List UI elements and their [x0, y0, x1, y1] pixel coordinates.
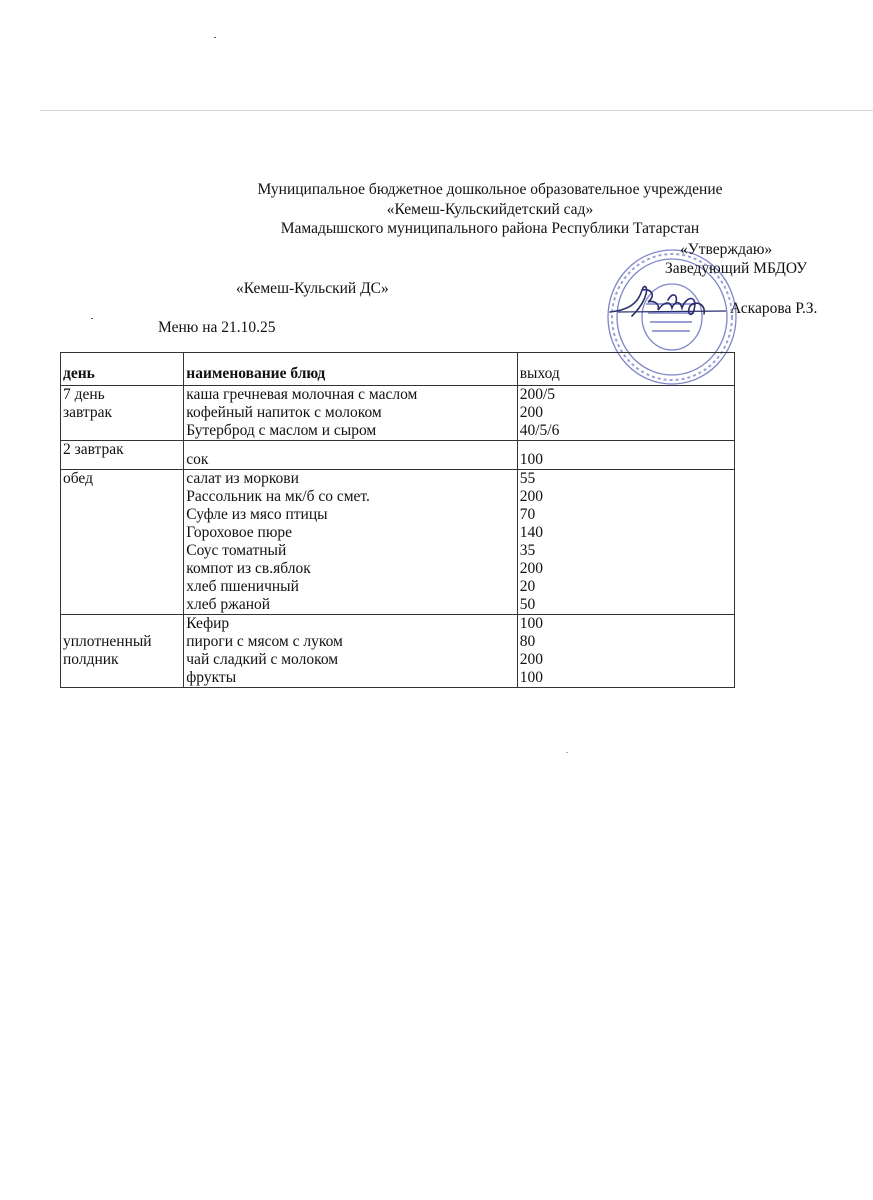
dish-cell [184, 386, 517, 441]
dish-name: Соус томатный [186, 542, 287, 559]
day-label: полдник [63, 651, 119, 668]
menu-table [60, 352, 735, 688]
org-short-name: «Кемеш-Кульский ДС» [236, 280, 389, 297]
table-row-second-breakfast [61, 441, 735, 470]
output-cell [517, 441, 734, 470]
dish-output: 100 [519, 451, 543, 468]
header-line-2: «Кемеш-Кульскийдетский сад» [386, 201, 594, 218]
dish-name: хлеб ржаной [186, 596, 271, 613]
dish-name: чай сладкий с молоком [186, 651, 339, 668]
dish-name: компот из св.яблок [186, 560, 311, 577]
approval-title: «Утверждаю» [680, 241, 773, 258]
table-row-lunch [61, 470, 735, 615]
output-cell [517, 386, 734, 441]
dish-name: Суфле из мясо птицы [186, 506, 328, 523]
dish-name: Кефир [186, 615, 230, 632]
dish-name: хлеб пшеничный [186, 578, 299, 595]
dish-output: 200/5 [519, 386, 556, 403]
signature-mark [608, 280, 728, 330]
scan-speck [91, 318, 93, 319]
dish-name: салат из моркови [186, 470, 299, 487]
dish-output: 20 [519, 578, 536, 595]
dish-cell [184, 441, 517, 470]
day-cell [61, 615, 184, 688]
header-line-3: Мамадышского муниципального района Республики Татарстан [280, 220, 700, 237]
dish-output: 40/5/6 [519, 422, 560, 439]
table-row-breakfast [61, 386, 735, 441]
day-label: 2 завтрак [63, 441, 124, 458]
dish-name: каша гречневая молочная с маслом [186, 386, 418, 403]
table-header-row [61, 353, 735, 386]
day-cell [61, 441, 184, 470]
dish-name: Рассольник на мк/б со смет. [186, 488, 370, 505]
dish-cell [184, 615, 517, 688]
approval-position: Заведующий МБДОУ [665, 260, 808, 277]
dish-name: Бутерброд с маслом и сыром [186, 422, 377, 439]
column-header-dish: наименование блюд [184, 353, 517, 386]
menu-title: Меню на 21.10.25 [158, 319, 276, 336]
dish-output: 50 [519, 596, 536, 613]
approval-name: Аскарова Р.З. [730, 300, 818, 317]
scan-speck [214, 37, 216, 38]
dish-output: 140 [519, 524, 543, 541]
dish-output: 35 [519, 542, 536, 559]
column-header-day: день [61, 353, 184, 386]
table-row-afternoon-snack [61, 615, 735, 688]
output-cell [517, 615, 734, 688]
day-cell [61, 470, 184, 615]
scan-edge-line [40, 110, 873, 111]
dish-cell [184, 470, 517, 615]
day-label: 7 день [63, 386, 105, 403]
day-label: завтрак [63, 404, 113, 421]
dish-output: 100 [519, 669, 543, 686]
dish-name: кофейный напиток с молоком [186, 404, 382, 421]
dish-name: сок [186, 451, 209, 468]
scan-speck [566, 752, 568, 753]
dish-output: 70 [519, 506, 536, 523]
output-cell [517, 470, 734, 615]
day-label: уплотненный [63, 633, 152, 650]
dish-output: 200 [519, 651, 543, 668]
dish-output: 200 [519, 560, 543, 577]
dish-name: пироги с мясом с луком [186, 633, 343, 650]
column-header-output: выход [517, 353, 734, 386]
dish-output: 200 [519, 404, 543, 421]
dish-output: 80 [519, 633, 536, 650]
dish-output: 200 [519, 488, 543, 505]
day-label: обед [63, 470, 93, 487]
dish-output: 100 [519, 615, 543, 632]
day-cell [61, 386, 184, 441]
header-line-1: Муниципальное бюджетное дошкольное образовательное учреждение [257, 181, 723, 198]
dish-name: фрукты [186, 669, 237, 686]
dish-output: 55 [519, 470, 536, 487]
dish-name: Гороховое пюре [186, 524, 293, 541]
